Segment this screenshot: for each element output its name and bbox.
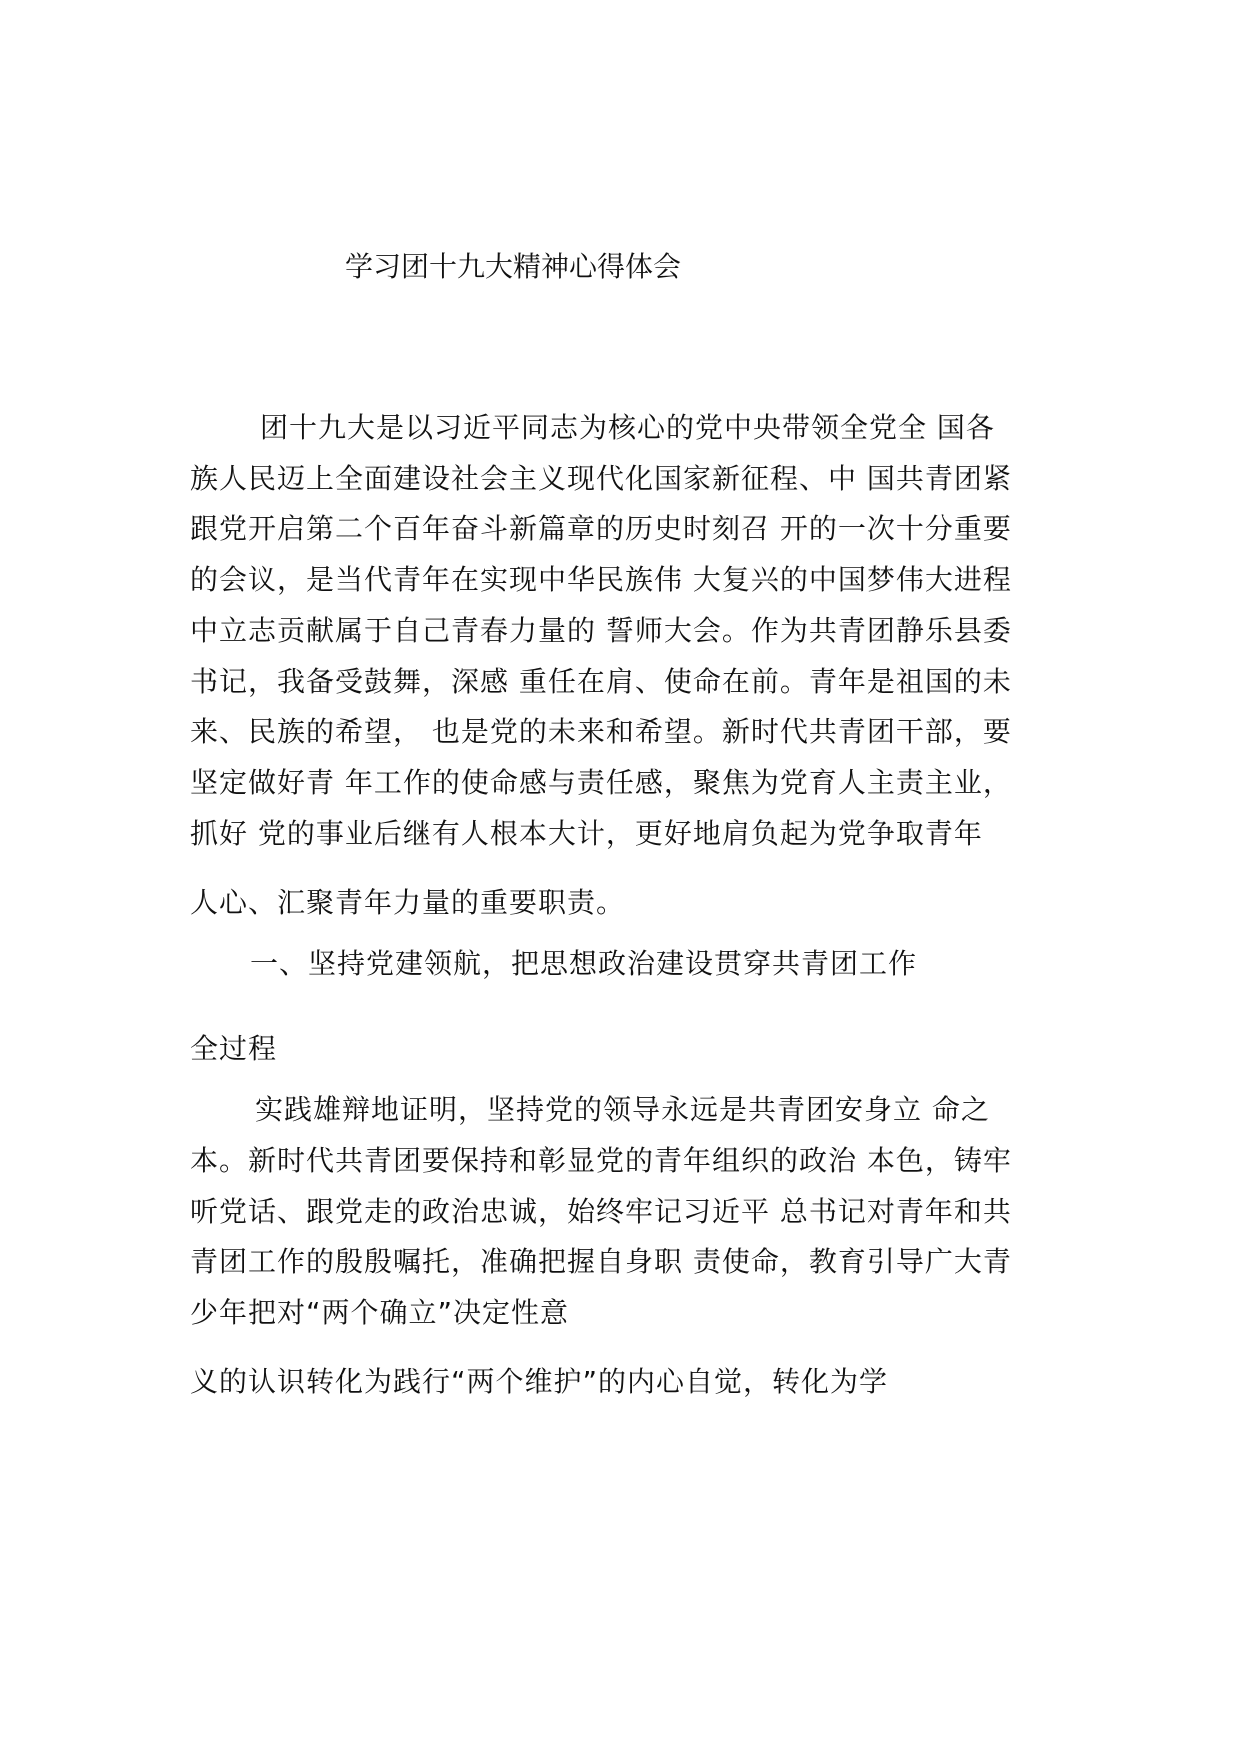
paragraph-2-line-1: 实践雄辩地证明，坚持党的领导永远是共青团安身立 命之	[255, 1093, 990, 1126]
paragraph-2-line-6: 义的认识转化为践行“两个维护”的内心自觉，转化为学	[190, 1365, 889, 1398]
paragraph-1-line-5: 中立志贡献属于自己青春力量的 誓师大会。作为共青团静乐县委	[190, 614, 1012, 647]
document-title: 学习团十九大精神心得体会	[345, 250, 682, 283]
paragraph-2-line-3: 听党话、跟党走的政治忠诚，始终牢记习近平 总书记对青年和共	[190, 1195, 1012, 1228]
paragraph-1-line-3: 跟党开启第二个百年奋斗新篇章的历史时刻召 开的一次十分重要	[190, 512, 1012, 545]
paragraph-1-line-8: 坚定做好青 年工作的使命感与责任感，聚焦为党育人主责主业，	[190, 766, 1012, 799]
paragraph-1-line-2: 族人民迈上全面建设社会主义现代化国家新征程、中 国共青团紧	[190, 462, 1012, 495]
paragraph-1-line-10: 人心、汇聚青年力量的重要职责。	[190, 886, 626, 919]
paragraph-1-line-7: 来、民族的希望， 也是党的未来和希望。新时代共青团干部，要	[190, 715, 1012, 748]
paragraph-2-line-4: 青团工作的殷殷嘱托，准确把握自身职 责使命，教育引导广大青	[190, 1245, 1012, 1278]
section-heading-line-1: 一、坚持党建领航，把思想政治建设贯穿共青团工作	[250, 947, 918, 980]
paragraph-1-line-4: 的会议，是当代青年在实现中华民族伟 大复兴的中国梦伟大进程	[190, 563, 1012, 596]
paragraph-1-line-9: 抓好 党的事业后继有人根本大计，更好地肩负起为党争取青年	[190, 817, 983, 850]
section-heading-line-2: 全过程	[190, 1032, 278, 1065]
paragraph-2-line-2: 本。新时代共青团要保持和彰显党的青年组织的政治 本色，铸牢	[190, 1144, 1012, 1177]
paragraph-2-line-5: 少年把对“两个确立”决定性意	[190, 1296, 570, 1329]
paragraph-1-line-6: 书记，我备受鼓舞，深感 重任在肩、使命在前。青年是祖国的未	[190, 665, 1012, 698]
paragraph-1-line-1: 团十九大是以习近平同志为核心的党中央带领全党全 国各	[260, 411, 995, 444]
